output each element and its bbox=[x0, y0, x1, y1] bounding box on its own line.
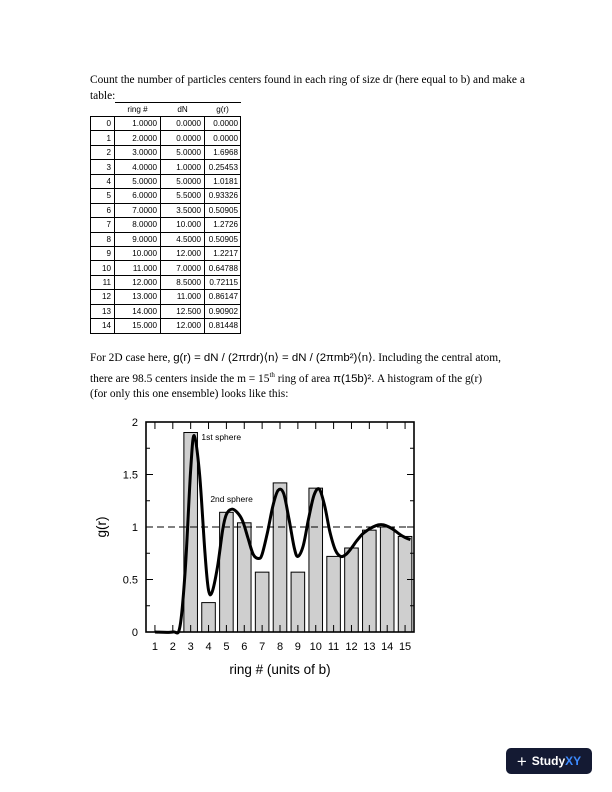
x-tick-label: 6 bbox=[241, 641, 248, 653]
table-cell: 0.0000 bbox=[161, 117, 205, 131]
table-cell: 2.0000 bbox=[115, 131, 161, 145]
gr-formula: g(r) = dN / (2πrdr)⟨n⟩ = dN / (2πmb²)⟨n⟩ bbox=[173, 352, 373, 364]
table-cell: 1.0181 bbox=[205, 174, 241, 188]
table-cell: 10.000 bbox=[161, 218, 205, 232]
table-cell: 1.2217 bbox=[205, 246, 241, 260]
plus-icon: + bbox=[516, 751, 527, 771]
row-index-cell: 3 bbox=[91, 160, 115, 174]
table-cell: 3.5000 bbox=[161, 203, 205, 217]
table-cell: 8.0000 bbox=[115, 218, 161, 232]
row-index-cell: 9 bbox=[91, 246, 115, 260]
table-cell: 5.0000 bbox=[161, 174, 205, 188]
x-tick-label: 12 bbox=[345, 641, 358, 653]
annotation-label: 1st sphere bbox=[201, 431, 242, 442]
x-tick-label: 11 bbox=[327, 641, 340, 653]
bar-ring-13 bbox=[363, 530, 377, 632]
table-header-dn: dN bbox=[161, 103, 205, 117]
studyxy-badge[interactable] bbox=[506, 748, 592, 774]
table-row bbox=[91, 189, 241, 203]
table-cell: 0.50905 bbox=[205, 232, 241, 246]
bar-ring-14 bbox=[380, 527, 394, 632]
table-row bbox=[91, 232, 241, 246]
row-index-cell: 13 bbox=[91, 304, 115, 318]
y-tick-label: 1 bbox=[131, 522, 138, 534]
row-index-cell: 8 bbox=[91, 232, 115, 246]
x-tick-label: 4 bbox=[205, 641, 212, 653]
annotation-label: 2nd sphere bbox=[210, 493, 253, 504]
table-row bbox=[91, 218, 241, 232]
y-tick-label: 0.5 bbox=[122, 574, 138, 587]
centers-suffix: . A histogram of the g(r) bbox=[371, 372, 483, 385]
bar-ring-9 bbox=[291, 572, 305, 632]
bar-ring-11 bbox=[327, 556, 341, 632]
table-header-row bbox=[91, 103, 241, 117]
area-formula: π(15b)² bbox=[333, 372, 372, 385]
table-cell: 0.81448 bbox=[205, 319, 241, 333]
table-cell: 5.0000 bbox=[115, 174, 161, 188]
table-cell: 0.64788 bbox=[205, 261, 241, 275]
row-index-cell: 10 bbox=[91, 261, 115, 275]
x-tick-label: 8 bbox=[276, 641, 284, 653]
histogram-intro-line: (for only this one ensemble) looks like this: bbox=[90, 388, 289, 400]
table-cell: 11.000 bbox=[161, 290, 205, 304]
table-cell: 13.000 bbox=[115, 290, 161, 304]
table-cell: 0.72115 bbox=[205, 275, 241, 289]
y-tick-label: 0 bbox=[131, 627, 138, 639]
x-tick-label: 7 bbox=[259, 641, 266, 653]
table-row bbox=[91, 117, 241, 131]
gr-table bbox=[90, 102, 241, 334]
table-row bbox=[91, 174, 241, 188]
table-cell: 12.500 bbox=[161, 304, 205, 318]
table-cell: 0.90902 bbox=[205, 304, 241, 318]
case-prefix: For 2D case here, bbox=[90, 352, 171, 364]
x-tick-label: 9 bbox=[294, 641, 301, 653]
y-axis-label: g(r) bbox=[94, 516, 109, 538]
table-row bbox=[91, 246, 241, 260]
row-index-cell: 11 bbox=[91, 275, 115, 289]
table-cell: 11.000 bbox=[115, 261, 161, 275]
gr-histogram-chart bbox=[84, 410, 424, 680]
case-paragraph-line bbox=[90, 350, 501, 364]
bar-ring-15 bbox=[398, 536, 412, 632]
intro-paragraph: Count the number of particles centers found in each ring of size dr (here equal to b) and make a table: bbox=[90, 74, 525, 102]
table-cell: 12.000 bbox=[161, 246, 205, 260]
table-row bbox=[91, 304, 241, 318]
table-cell: 0.86147 bbox=[205, 290, 241, 304]
case-suffix: . Including the central atom, bbox=[372, 352, 501, 364]
table-row bbox=[91, 275, 241, 289]
row-index-cell: 2 bbox=[91, 145, 115, 159]
table-cell: 6.0000 bbox=[115, 189, 161, 203]
table-cell: 5.0000 bbox=[161, 145, 205, 159]
table-header-gr: g(r) bbox=[205, 103, 241, 117]
table-cell: 0.0000 bbox=[161, 131, 205, 145]
table-cell: 1.0000 bbox=[115, 117, 161, 131]
table-row bbox=[91, 203, 241, 217]
table-cell: 0.0000 bbox=[205, 117, 241, 131]
row-index-cell: 5 bbox=[91, 189, 115, 203]
row-index-cell: 12 bbox=[91, 290, 115, 304]
histogram-bars bbox=[184, 433, 412, 633]
table-cell: 12.000 bbox=[161, 319, 205, 333]
table-cell: 9.0000 bbox=[115, 232, 161, 246]
bar-ring-8 bbox=[273, 483, 287, 632]
y-tick-label: 2 bbox=[131, 417, 138, 429]
x-tick-label: 1 bbox=[151, 641, 158, 653]
chart-annotations bbox=[201, 432, 253, 504]
table-cell: 1.6968 bbox=[205, 145, 241, 159]
table-row bbox=[91, 160, 241, 174]
y-tick-label: 1.5 bbox=[122, 469, 138, 482]
table-cell: 1.2726 bbox=[205, 218, 241, 232]
table-row bbox=[91, 319, 241, 333]
table-cell: 4.0000 bbox=[115, 160, 161, 174]
table-row bbox=[91, 131, 241, 145]
x-tick-label: 3 bbox=[187, 641, 194, 653]
x-tick-label: 5 bbox=[223, 641, 230, 653]
table-cell: 3.0000 bbox=[115, 145, 161, 159]
table-cell: 0.25453 bbox=[205, 160, 241, 174]
table-row bbox=[91, 261, 241, 275]
centers-middle: ring of area bbox=[274, 372, 334, 385]
x-tick-label: 13 bbox=[363, 641, 376, 653]
table-cell: 1.0000 bbox=[161, 160, 205, 174]
row-index-cell: 14 bbox=[91, 319, 115, 333]
centers-paragraph-line bbox=[90, 371, 482, 385]
x-tick-label: 15 bbox=[398, 641, 412, 653]
bar-ring-12 bbox=[345, 548, 359, 632]
row-index-cell: 1 bbox=[91, 131, 115, 145]
table-cell: 7.0000 bbox=[161, 261, 205, 275]
row-index-cell: 4 bbox=[91, 174, 115, 188]
table-cell: 8.5000 bbox=[161, 275, 205, 289]
table-cell: 14.000 bbox=[115, 304, 161, 318]
table-cell: 5.5000 bbox=[161, 189, 205, 203]
table-cell: 0.0000 bbox=[205, 131, 241, 145]
table-cell: 12.000 bbox=[115, 275, 161, 289]
ordinal-suffix: th bbox=[269, 371, 275, 379]
badge-accent: XY bbox=[565, 754, 582, 768]
row-index-cell: 0 bbox=[91, 117, 115, 131]
x-tick-label: 2 bbox=[169, 641, 176, 653]
x-tick-label: 14 bbox=[381, 641, 394, 653]
badge-label: Study bbox=[531, 754, 566, 768]
row-index-cell: 7 bbox=[91, 218, 115, 232]
table-cell: 15.000 bbox=[115, 319, 161, 333]
table-body bbox=[91, 117, 241, 334]
table-header-index bbox=[91, 103, 115, 117]
table-header-ring: ring # bbox=[115, 103, 161, 117]
table-cell: 0.50905 bbox=[205, 203, 241, 217]
table-row bbox=[91, 145, 241, 159]
table-cell: 10.000 bbox=[115, 246, 161, 260]
table-cell: 4.5000 bbox=[161, 232, 205, 246]
x-tick-label: 10 bbox=[309, 641, 322, 653]
table-cell: 7.0000 bbox=[115, 203, 161, 217]
table-row bbox=[91, 290, 241, 304]
centers-prefix: there are 98.5 centers inside the m = 15 bbox=[90, 372, 270, 385]
row-index-cell: 6 bbox=[91, 203, 115, 217]
bar-ring-7 bbox=[255, 572, 269, 632]
table-cell: 0.93326 bbox=[205, 189, 241, 203]
x-axis-label: ring # (units of b) bbox=[229, 662, 331, 677]
